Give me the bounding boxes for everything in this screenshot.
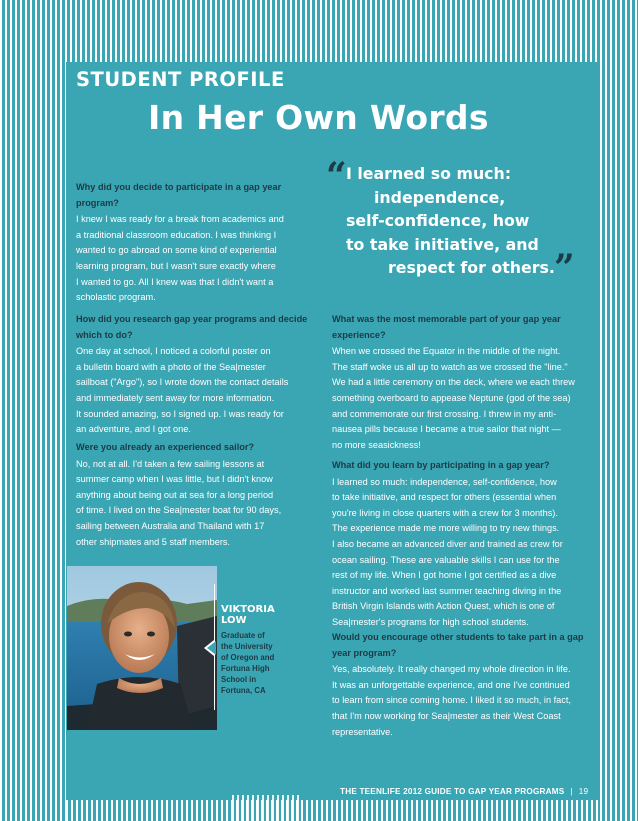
profile-detail-line: School in xyxy=(221,675,257,684)
answer-line: When we crossed the Equator in the middle of the night. xyxy=(332,346,561,357)
answer xyxy=(76,344,308,438)
answer xyxy=(332,344,594,453)
open-quote-mark: “ xyxy=(326,155,347,197)
answer-line: No, not at all. I'd taken a few sailing lessons at xyxy=(76,458,265,469)
decorative-stripes-left xyxy=(0,62,66,821)
profile-detail-line: Fortuna High xyxy=(221,664,270,673)
question: Would you encourage other students to take part in a gap year program? xyxy=(332,632,584,658)
profile-name xyxy=(221,604,301,626)
answer-line: other shipmates and 5 staff members. xyxy=(76,536,231,547)
answer-line: sailboat ("Argo"), so I wrote down the contact details xyxy=(76,377,289,388)
pull-quote-line: I learned so much: xyxy=(346,164,512,183)
answer xyxy=(332,662,594,740)
answer-line: representative. xyxy=(332,726,393,737)
pull-quote xyxy=(326,155,596,289)
decorative-stripes-top xyxy=(0,0,638,62)
answer-line: and commemorate our first crossing. I threw in my anti- xyxy=(332,408,557,419)
question: How did you research gap year programs and decide which to do? xyxy=(76,314,308,340)
qa-block xyxy=(76,180,308,306)
page-footer xyxy=(340,787,588,796)
answer-line: nausea pills because I became a true sailor that night — xyxy=(332,424,561,435)
answer-line: you're living in close quarters with a crew for 3 months). xyxy=(332,507,558,518)
answer-line: to learn from since coming home. I liked it so much, in fact, xyxy=(332,695,571,706)
profile-caption xyxy=(221,604,301,700)
answer-line: It was an unforgettable experience, and one I've continued xyxy=(332,679,570,690)
answer-line: rest of my life. When I got home I got certified as a dive xyxy=(332,570,557,581)
answer-line: a traditional classroom education. I was thinking I xyxy=(76,229,277,240)
answer-line: The staff woke us all up to watch as we crossed the "line." xyxy=(332,361,568,372)
answer-line: I learned so much: independence, self-confidence, how xyxy=(332,476,557,487)
answer-line: I wanted to go. All I knew was that I didn't want a xyxy=(76,276,274,287)
answer xyxy=(76,457,308,551)
answer-line: instructor and worked last summer teaching diving in the xyxy=(332,585,562,596)
profile-photo-illustration xyxy=(67,566,217,730)
qa-block xyxy=(76,440,308,550)
section-label: STUDENT PROFILE xyxy=(76,68,285,91)
question: What was the most memorable part of your gap year experience? xyxy=(332,314,561,340)
footer-publication: THE TEENLIFE 2012 GUIDE TO GAP YEAR PROGRAMS xyxy=(340,787,565,796)
answer-line: anything about being out at sea for a long period xyxy=(76,489,274,500)
question: What did you learn by participating in a gap year? xyxy=(332,460,550,470)
answer-line: It sounded amazing, so I signed up. I was ready for xyxy=(76,408,284,419)
qa-block xyxy=(332,630,594,740)
pull-quote-line: independence, xyxy=(374,187,506,207)
decorative-stripes-bottom-accent xyxy=(232,795,302,821)
qa-block xyxy=(332,312,594,453)
answer-line: I also became an advanced diver and trained as crew for xyxy=(332,538,563,549)
decorative-stripes-bottom xyxy=(66,800,600,821)
answer-line: of time. I lived on the Sea|mester boat for 90 days, xyxy=(76,505,282,516)
pull-quote-line: to take initiative, and xyxy=(346,234,539,254)
answer-line: Yes, absolutely. It really changed my whole direction in life. xyxy=(332,664,571,675)
profile-name-line: LOW xyxy=(221,615,247,626)
qa-block xyxy=(76,312,308,438)
answer xyxy=(332,475,594,631)
answer-line: learning program, but I wasn't sure exactly where xyxy=(76,260,276,271)
question: Why did you decide to participate in a gap year program? xyxy=(76,182,282,208)
answer-line: scholastic program. xyxy=(76,292,156,303)
answer-line: British Virgin Islands with Action Quest, which is one of xyxy=(332,601,555,612)
answer-line: sailing between Australia and Thailand with 17 xyxy=(76,520,265,531)
qa-block xyxy=(332,458,594,631)
answer-line: an adventure, and I got one. xyxy=(76,424,191,435)
answer-line: One day at school, I noticed a colorful poster on xyxy=(76,346,271,357)
profile-detail-line: Fortuna, CA xyxy=(221,686,266,695)
answer-line: to take initiative, and respect for others (essential when xyxy=(332,492,557,503)
profile-detail-line: of Oregon and xyxy=(221,653,275,662)
profile-photo xyxy=(67,566,217,730)
profile-detail-line: the University xyxy=(221,642,273,651)
profile-name-line: VIKTORIA xyxy=(221,604,275,615)
answer-line: I knew I was ready for a break from academics and xyxy=(76,214,284,225)
profile-details xyxy=(221,630,301,696)
answer-line: wanted to go abroad on some kind of experiential xyxy=(76,245,277,256)
caption-pointer-fill xyxy=(207,641,216,655)
answer-line: We had a little ceremony on the deck, where we each threw xyxy=(332,377,575,388)
answer-line: something overboard to appease Neptune (god of the sea) xyxy=(332,392,571,403)
answer-line: ocean sailing. These are valuable skills I can use for the xyxy=(332,554,560,565)
pull-quote-line: respect for others. xyxy=(388,258,555,278)
page-number: 19 xyxy=(578,787,589,796)
close-quote-mark: ” xyxy=(554,247,575,289)
decorative-stripes-right xyxy=(600,62,638,821)
answer xyxy=(76,212,308,306)
answer-line: and immediately sent away for more information. xyxy=(76,392,275,403)
pull-quote-line: self-confidence, how xyxy=(346,211,530,231)
answer-line: summer camp when I was little, but I didn't know xyxy=(76,474,273,485)
question: Were you already an experienced sailor? xyxy=(76,442,255,452)
footer-separator: | xyxy=(570,787,573,796)
answer-line: The experience made me more willing to try new things. xyxy=(332,523,560,534)
answer-line: that I'm now working for Sea|mester as their West Coast xyxy=(332,710,561,721)
page-title: In Her Own Words xyxy=(148,98,489,137)
answer-line: Sea|mester's programs for high school students. xyxy=(332,616,529,627)
answer-line: a bulletin board with a photo of the Sea|mester xyxy=(76,361,266,372)
profile-detail-line: Graduate of xyxy=(221,631,265,640)
answer-line: no more seasickness! xyxy=(332,439,421,450)
